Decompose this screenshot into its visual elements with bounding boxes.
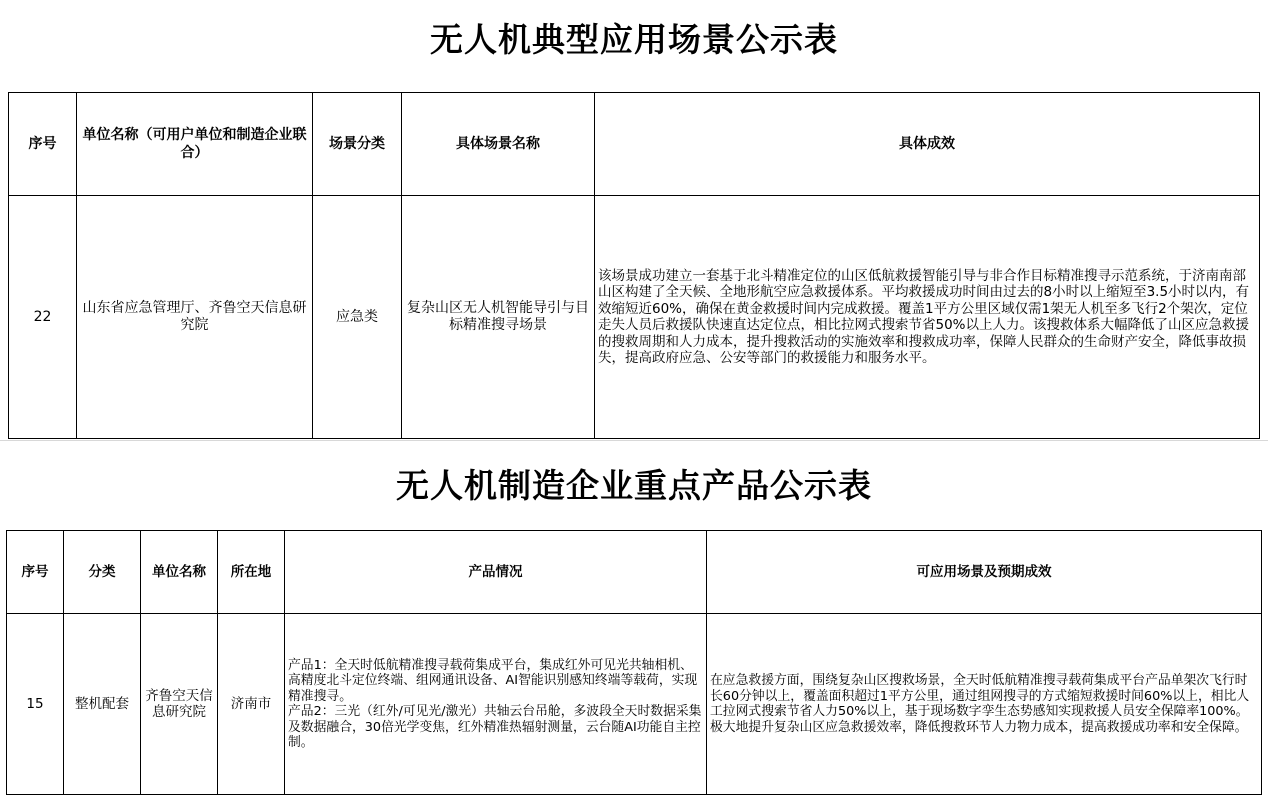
cell-no: 22 bbox=[9, 196, 77, 439]
cell-category: 整机配套 bbox=[64, 614, 141, 795]
header-cell-application: 可应用场景及预期成效 bbox=[707, 531, 1262, 614]
section-divider bbox=[0, 440, 1268, 441]
header-cell-unit: 单位名称 bbox=[141, 531, 218, 614]
header-cell-effect: 具体成效 bbox=[595, 93, 1260, 196]
header-cell-category: 分类 bbox=[64, 531, 141, 614]
cell-no: 15 bbox=[7, 614, 64, 795]
scenario-table-title: 无人机典型应用场景公示表 bbox=[430, 20, 838, 59]
cell-unit: 山东省应急管理厅、齐鲁空天信息研究院 bbox=[77, 196, 313, 439]
cell-product: 产品1：全天时低航精准搜寻载荷集成平台，集成红外可见光共轴相机、高精度北斗定位终端、组网通讯设备、AI智能识别感知终端等载荷，实现精准搜寻。 产品2：三光（红外/可见光/激光）共轴云台吊舱，多波段全天时数据采集及数据融合，30倍光学变焦，红外精准热辐射测量，云台随AI功能自主控制。 bbox=[285, 614, 707, 795]
product-table-header-row bbox=[7, 531, 1262, 614]
product-table-title: 无人机制造企业重点产品公示表 bbox=[396, 466, 872, 505]
header-cell-no: 序号 bbox=[9, 93, 77, 196]
cell-scenario: 复杂山区无人机智能导引与目标精准搜寻场景 bbox=[402, 196, 595, 439]
header-cell-product: 产品情况 bbox=[285, 531, 707, 614]
cell-effect: 该场景成功建立一套基于北斗精准定位的山区低航救援智能引导与非合作目标精准搜寻示范系统，于济南南部山区构建了全天候、全地形航空应急救援体系。平均救援成功时间由过去的8小时以上缩短至3.5小时以内，有效缩短近60%，确保在黄金救援时间内完成救援。覆盖1平方公里区域仅需1架无人机至多飞行2个架次，定位走失人员后救援队快速直达定位点，相比拉网式搜索节省50%以上人力。该搜救体系大幅降低了山区应急救援的搜救周期和人力成本，提升搜救活动的实施效率和搜救成功率，保障人民群众的生命财产安全，降低事故损失，提高政府应急、公安等部门的救援能力和服务水平。 bbox=[595, 196, 1260, 439]
cell-location: 济南市 bbox=[218, 614, 285, 795]
product-table bbox=[6, 530, 1262, 795]
header-cell-no: 序号 bbox=[7, 531, 64, 614]
header-cell-unit: 单位名称（可用户单位和制造企业联合） bbox=[77, 93, 313, 196]
cell-unit: 齐鲁空天信息研究院 bbox=[141, 614, 218, 795]
scenario-table-header-row bbox=[9, 93, 1260, 196]
scenario-table bbox=[8, 92, 1260, 439]
header-cell-scenario: 具体场景名称 bbox=[402, 93, 595, 196]
cell-category: 应急类 bbox=[313, 196, 402, 439]
header-cell-category: 场景分类 bbox=[313, 93, 402, 196]
cell-application: 在应急救援方面，围绕复杂山区搜救场景，全天时低航精准搜寻载荷集成平台产品单架次飞行时长60分钟以上，覆盖面积超过1平方公里，通过组网搜寻的方式缩短救援时间60%以上，相比人工拉网式搜索节省人力50%以上，基于现场数字孪生态势感知实现救援人员安全保障率100%。极大地提升复杂山区应急救援效率，降低搜救环节人力物力成本，提高救援成功率和安全保障。 bbox=[707, 614, 1262, 795]
table-row bbox=[7, 614, 1262, 795]
header-cell-location: 所在地 bbox=[218, 531, 285, 614]
table-row bbox=[9, 196, 1260, 439]
